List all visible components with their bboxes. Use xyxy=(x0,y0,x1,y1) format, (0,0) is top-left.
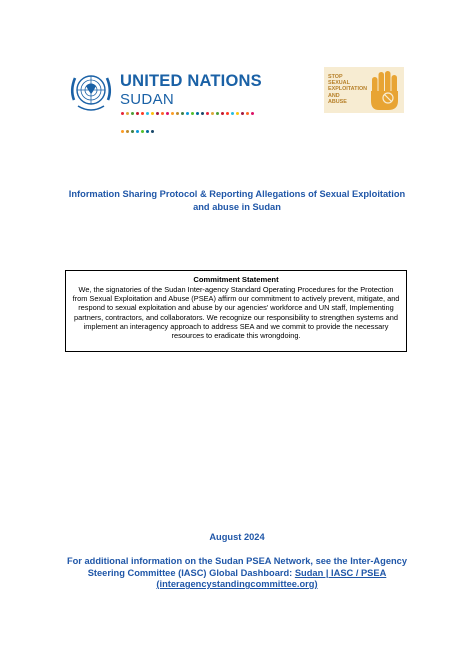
iasc-dashboard-link[interactable]: Sudan | IASC / PSEA (interagencystandingcommittee.org) xyxy=(156,567,387,589)
un-emblem-icon xyxy=(66,66,116,116)
sdg-dot xyxy=(171,112,174,115)
sdg-dot xyxy=(161,112,164,115)
additional-info-text: For additional information on the Sudan PSEA Network, see the Inter-Agency Steering Committee (IASC) Global Dashboard: xyxy=(66,556,408,578)
sdg-dot xyxy=(216,112,219,115)
un-sudan-logo xyxy=(66,66,262,116)
stop-hand-icon xyxy=(368,69,402,111)
sdg-dot xyxy=(241,112,244,115)
sdg-dot xyxy=(221,112,224,115)
sdg-dot xyxy=(231,112,234,115)
sdg-dot xyxy=(166,112,169,115)
sdg-color-dots xyxy=(121,112,256,116)
commitment-heading: Commitment Statement xyxy=(193,275,279,284)
un-logo-subtitle: SUDAN xyxy=(120,91,175,108)
sdg-dot xyxy=(121,112,124,115)
sdg-dot xyxy=(141,112,144,115)
psea-badge xyxy=(324,67,404,113)
sdg-dot xyxy=(156,112,159,115)
sdg-dot xyxy=(201,112,204,115)
sdg-dot xyxy=(191,112,194,115)
additional-info-note xyxy=(66,556,408,591)
sdg-dot xyxy=(181,112,184,115)
sdg-dot xyxy=(126,112,129,115)
sdg-dot xyxy=(176,112,179,115)
sdg-dot xyxy=(151,112,154,115)
sdg-dot xyxy=(246,112,249,115)
document-date: August 2024 xyxy=(209,532,265,542)
sdg-dot xyxy=(136,112,139,115)
sdg-dot xyxy=(211,112,214,115)
sdg-dot xyxy=(146,130,149,133)
sdg-dot xyxy=(226,112,229,115)
sdg-dot xyxy=(131,112,134,115)
sdg-dot xyxy=(196,112,199,115)
sdg-dot xyxy=(251,112,254,115)
sdg-dot xyxy=(186,112,189,115)
sdg-dot xyxy=(136,130,139,133)
psea-badge-text: STOP SEXUAL EXPLOITATION AND ABUSE xyxy=(328,74,368,105)
sdg-dot xyxy=(141,130,144,133)
document-title: Information Sharing Protocol & Reporting Allegations of Sexual Exploitation and abuse in Sudan xyxy=(68,189,406,212)
sdg-dot xyxy=(236,112,239,115)
sdg-dot xyxy=(131,130,134,133)
commitment-body: We, the signatories of the Sudan Inter-agency Standard Operating Procedures for the Protection from Sexual Exploitation and Abuse (PSEA) affirm our commitment to actively prevent, mitigate, and respond to sexual exploitation and abuse by our agencies' workforce and UN staff, Implementing partners, contractors, and collaborators. We recognize our responsibility to strengthen systems and implement an interagency approach to address SEA and we commit to provide the necessary resources to eradicate this wrongdoing. xyxy=(72,285,400,341)
un-logo-title: UNITED NATIONS xyxy=(120,72,262,90)
commitment-statement-box xyxy=(65,270,407,352)
sdg-dot xyxy=(206,112,209,115)
sdg-dot xyxy=(126,130,129,133)
sdg-dot xyxy=(151,130,154,133)
sdg-dot xyxy=(146,112,149,115)
sdg-dot xyxy=(121,130,124,133)
